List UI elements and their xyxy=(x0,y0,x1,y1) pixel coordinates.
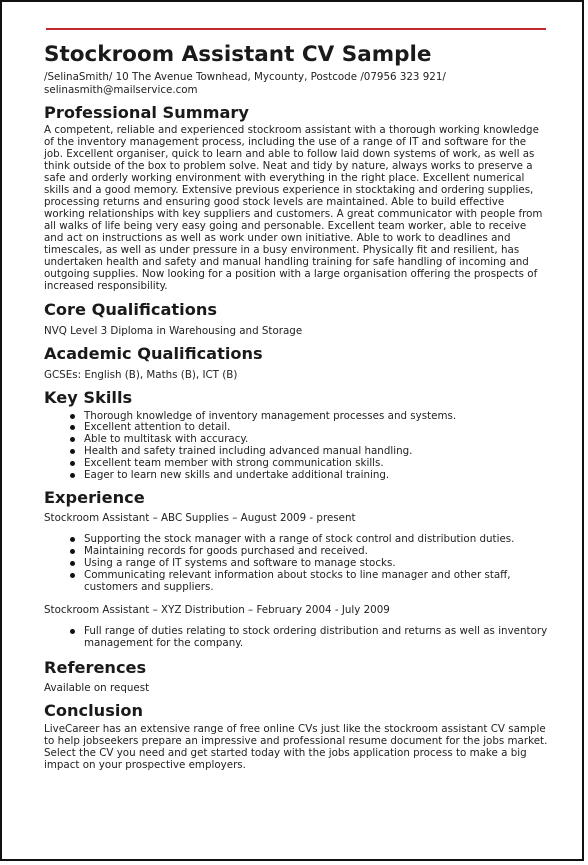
bullet-icon xyxy=(70,549,75,554)
job-title: Stockroom Assistant – XYZ Distribution – February 2004 - July 2009 xyxy=(44,604,390,617)
cv-content xyxy=(44,42,548,772)
core-heading: Core Qualifications xyxy=(44,299,217,319)
academic-heading: Academic Qualifications xyxy=(44,343,263,363)
bullet-icon xyxy=(70,537,75,542)
list-item: Full range of duties relating to stock ordering distribution and returns as well as inventory management for the company. xyxy=(84,626,548,650)
core-text: NVQ Level 3 Diploma in Warehousing and Storage xyxy=(44,324,303,337)
references-heading: References xyxy=(44,657,147,677)
list-item: Supporting the stock manager with a range of stock control and distribution duties. xyxy=(84,534,548,546)
academic-text: GCSEs: English (B), Maths (B), ICT (B) xyxy=(44,368,238,381)
job-duties-list xyxy=(44,626,548,650)
bullet-icon xyxy=(70,425,75,430)
list-item: Eager to learn new skills and undertake additional training. xyxy=(84,470,548,482)
contact-address: /SelinaSmith/ 10 The Avenue Townhead, Mycounty, Postcode /07956 323 921/ xyxy=(44,71,446,83)
experience-heading: Experience xyxy=(44,488,145,508)
bullet-icon xyxy=(70,473,75,478)
list-item: Thorough knowledge of inventory management processes and systems. xyxy=(84,411,548,423)
contact-block xyxy=(44,71,548,96)
job-duties-list xyxy=(44,534,548,593)
list-item: Using a range of IT systems and software to manage stocks. xyxy=(84,558,548,570)
summary-text: A competent, reliable and experienced stockroom assistant with a thorough working knowledge of the inventory management process, including the use of a range of IT and software for the job. Excellent organiser, quick to learn and able to follow laid down systems of work, as well as think outside of the box to problem solve. Neat and tidy by nature, always works to preserve a safe and orderly working environment with everything in the right place. Excellent numerical skills and a good memory. Extensive previous experience in stocktaking and ordering supplies, processing returns and ensuring good stock levels are maintained. Able to build effective working relationships with key suppliers and customers. A great communicator with people from all walks of life being very easy going and personable. Excellent team worker, able to receive and act on instructions as well as work under own initiative. Able to work to deadlines and timescales, as well as under pressure in a busy environment. Physically fit and resilient, has undertaken health and safety and manual handling training for safe handling of incoming and outgoing supplies. Now looking for a position with a large organisation offering the prospects of increased responsibility. xyxy=(44,124,543,292)
list-item: Excellent attention to detail. xyxy=(84,422,548,434)
references-text: Available on request xyxy=(44,681,150,694)
conclusion-heading: Conclusion xyxy=(44,700,144,720)
summary-heading: Professional Summary xyxy=(44,103,249,123)
contact-email: selinasmith@mailservice.com xyxy=(44,83,198,96)
bullet-icon xyxy=(70,449,75,454)
bullet-icon xyxy=(70,461,75,466)
list-item: Maintaining records for goods purchased and received. xyxy=(84,546,548,558)
bullet-icon xyxy=(70,561,75,566)
bullet-icon xyxy=(70,629,75,634)
skills-list xyxy=(44,411,548,482)
cv-title: Stockroom Assistant CV Sample xyxy=(44,42,432,67)
bullet-icon xyxy=(70,414,75,419)
list-item: Communicating relevant information about stocks to line manager and other staff, customers and suppliers. xyxy=(84,570,548,594)
conclusion-text: LiveCareer has an extensive range of free online CVs just like the stockroom assistant CV sample to help jobseekers prepare an impressive and professional resume document for the jobs market. Select the CV you need and get started today with the jobs application process to make a big impact on your prospective employers. xyxy=(44,722,548,771)
bullet-icon xyxy=(70,437,75,442)
header-rule xyxy=(46,28,546,30)
list-item: Able to multitask with accuracy. xyxy=(84,434,548,446)
bullet-icon xyxy=(70,573,75,578)
job-title: Stockroom Assistant – ABC Supplies – August 2009 - present xyxy=(44,512,356,525)
skills-heading: Key Skills xyxy=(44,387,133,407)
list-item: Excellent team member with strong communication skills. xyxy=(84,458,548,470)
list-item: Health and safety trained including advanced manual handling. xyxy=(84,446,548,458)
